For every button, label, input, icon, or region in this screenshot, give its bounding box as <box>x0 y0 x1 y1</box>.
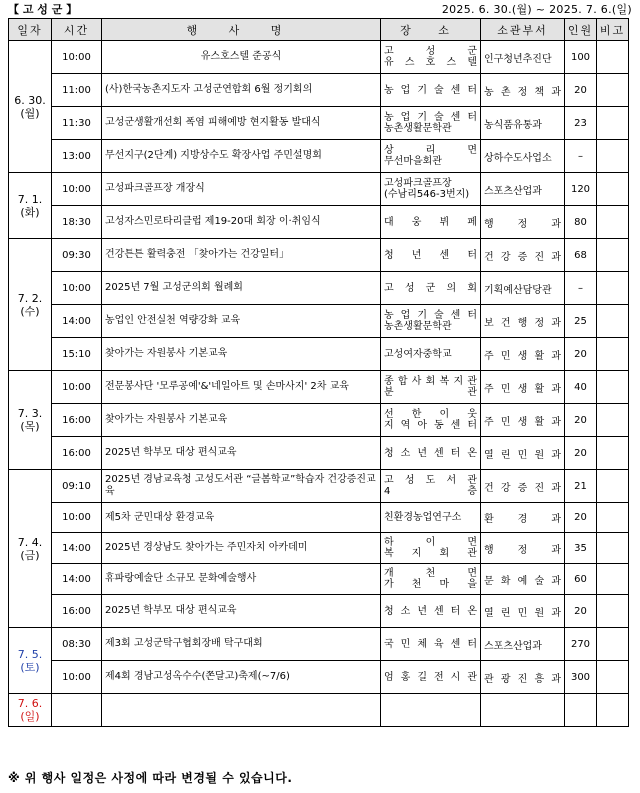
empty-cell <box>597 694 629 727</box>
event-name: 제5차 군민대상 환경교육 <box>102 503 381 533</box>
event-dept: 열 린 민 원 과 <box>481 595 565 628</box>
schedule-header <box>8 2 632 18</box>
date-label: 6. 30. <box>14 93 46 107</box>
table-row <box>9 628 629 661</box>
event-note <box>597 564 629 595</box>
event-place-line: 고성여자중학교 <box>384 348 452 360</box>
event-place-line: 유 스 호 스 텔 <box>384 57 477 68</box>
event-place-line: 무선마을회관 <box>384 156 442 167</box>
table-header-row <box>9 19 629 41</box>
event-place-line: 청 소 년 센 터 온 <box>384 605 477 617</box>
event-time: 10:00 <box>52 371 102 404</box>
col-time-header: 시간 <box>52 19 102 41</box>
event-note <box>597 470 629 503</box>
date-label: 7. 6. <box>17 697 43 710</box>
event-note <box>597 371 629 404</box>
event-time: 18:30 <box>52 206 102 239</box>
weekday-label: (화) <box>20 205 40 219</box>
event-place <box>381 41 481 74</box>
event-time: 14:00 <box>52 305 102 338</box>
event-place-line: 대 웅 뷔 페 <box>384 216 477 228</box>
event-note <box>597 661 629 694</box>
date-cell <box>9 41 52 173</box>
schedule-body <box>9 41 629 727</box>
event-place-line: 청 소 년 센 터 온 <box>384 447 477 459</box>
event-time: 11:30 <box>52 107 102 140</box>
event-place-line: 농촌생활문학관 <box>384 123 452 134</box>
date-cell <box>9 239 52 371</box>
event-name: 전문봉사단 '모루공예'&'네일아트 및 손마사지' 2차 교육 <box>102 371 381 404</box>
event-place <box>381 404 481 437</box>
event-name: 유스호스텔 준공식 <box>102 41 381 74</box>
event-note <box>597 41 629 74</box>
event-dept: 상하수도사업소 <box>481 140 565 173</box>
event-place <box>381 533 481 564</box>
table-row <box>9 107 629 140</box>
event-name: 제3회 고성군탁구협회장배 탁구대회 <box>102 628 381 661</box>
date-label: 7. 4. <box>17 535 43 549</box>
event-count: 80 <box>565 206 597 239</box>
table-row <box>9 140 629 173</box>
table-row <box>9 305 629 338</box>
event-place-line: 고 성 도 서 관 <box>384 475 477 486</box>
empty-cell <box>52 694 102 727</box>
date-cell <box>9 628 52 694</box>
date-label: 7. 5. <box>17 647 43 661</box>
event-count: 120 <box>565 173 597 206</box>
event-place <box>381 338 481 371</box>
event-place <box>381 661 481 694</box>
event-time: 09:30 <box>52 239 102 272</box>
table-row <box>9 173 629 206</box>
event-place-line: 농 업 기 술 센 터 <box>384 84 477 96</box>
event-dept: 주 민 생 활 과 <box>481 371 565 404</box>
event-count: 25 <box>565 305 597 338</box>
event-place <box>381 272 481 305</box>
event-note <box>597 533 629 564</box>
event-count: 100 <box>565 41 597 74</box>
event-dept: 관 광 진 흥 과 <box>481 661 565 694</box>
event-time: 16:00 <box>52 595 102 628</box>
event-place-line: 농 업 기 술 센 터 <box>384 112 477 123</box>
event-note <box>597 628 629 661</box>
event-place <box>381 470 481 503</box>
event-count: 40 <box>565 371 597 404</box>
event-note <box>597 437 629 470</box>
table-row <box>9 694 629 727</box>
event-count: 20 <box>565 595 597 628</box>
event-schedule-table <box>8 18 629 727</box>
date-cell <box>9 173 52 239</box>
event-time: 10:00 <box>52 503 102 533</box>
event-time: 10:00 <box>52 661 102 694</box>
event-time: 15:10 <box>52 338 102 371</box>
event-dept: 문 화 예 술 과 <box>481 564 565 595</box>
event-place <box>381 437 481 470</box>
event-dept: 건 강 증 진 과 <box>481 239 565 272</box>
event-dept: 보 건 행 정 과 <box>481 305 565 338</box>
col-place-header: 장 소 <box>381 19 481 41</box>
col-event-header: 행 사 명 <box>102 19 381 41</box>
weekday-label: (월) <box>20 106 40 120</box>
event-count: – <box>565 272 597 305</box>
date-label: 7. 3. <box>17 407 43 420</box>
event-dept: 행 정 과 <box>481 206 565 239</box>
event-count: 60 <box>565 564 597 595</box>
table-row <box>9 239 629 272</box>
empty-cell <box>565 694 597 727</box>
event-count: 35 <box>565 533 597 564</box>
event-count: 68 <box>565 239 597 272</box>
event-name: 휴파랑예술단 소규모 문화예술행사 <box>102 564 381 595</box>
event-count: – <box>565 140 597 173</box>
event-place-line: 농 업 기 술 센 터 <box>384 310 477 321</box>
table-row <box>9 661 629 694</box>
event-time: 16:00 <box>52 404 102 437</box>
weekday-label: (일) <box>20 710 40 723</box>
event-place-line: 엄 홍 길 전 시 관 <box>384 671 477 683</box>
event-dept: 스포츠산업과 <box>481 628 565 661</box>
date-cell <box>9 470 52 628</box>
event-note <box>597 404 629 437</box>
event-place-line: 4 층 <box>384 486 477 497</box>
event-time: 13:00 <box>52 140 102 173</box>
event-place-line: 청 년 센 터 <box>384 249 477 261</box>
table-row <box>9 595 629 628</box>
event-time: 14:00 <box>52 564 102 595</box>
event-place-line: 선 한 이 웃 <box>384 409 477 420</box>
col-note-header: 비고 <box>597 19 629 41</box>
event-count: 270 <box>565 628 597 661</box>
empty-cell <box>481 694 565 727</box>
event-place-line: 지 역 아 동 센 터 <box>384 420 477 431</box>
event-note <box>597 503 629 533</box>
col-count-header: 인원 <box>565 19 597 41</box>
event-place-line: 친환경농업연구소 <box>384 512 462 523</box>
event-note <box>597 272 629 305</box>
event-time: 10:00 <box>52 173 102 206</box>
table-row <box>9 470 629 503</box>
event-name: 고성파크골프장 개장식 <box>102 173 381 206</box>
event-place-line: 개 천 면 <box>384 568 477 579</box>
event-dept: 농 촌 정 책 과 <box>481 74 565 107</box>
event-name: 농업인 안전실천 역량강화 교육 <box>102 305 381 338</box>
date-label: 7. 1. <box>17 192 43 206</box>
event-name: 2025년 7월 고성군의회 월례회 <box>102 272 381 305</box>
event-dept: 농식품유통과 <box>481 107 565 140</box>
event-dept: 기획예산담당관 <box>481 272 565 305</box>
event-name: 2025년 학부모 대상 편식교육 <box>102 437 381 470</box>
event-name: 2025년 학부모 대상 편식교육 <box>102 595 381 628</box>
event-note <box>597 173 629 206</box>
weekday-label: (토) <box>20 660 40 674</box>
event-name: 찾아가는 자원봉사 기본교육 <box>102 404 381 437</box>
empty-cell <box>381 694 481 727</box>
event-place <box>381 239 481 272</box>
date-label: 7. 2. <box>17 291 43 305</box>
table-row <box>9 533 629 564</box>
event-name: 2025년 경상남도 찾아가는 주민자치 아카데미 <box>102 533 381 564</box>
date-cell <box>9 371 52 470</box>
event-count: 20 <box>565 503 597 533</box>
event-place <box>381 140 481 173</box>
event-place-line: 국 민 체 육 센 터 <box>384 638 477 650</box>
table-row <box>9 338 629 371</box>
event-name: 무선지구(2단계) 지방상수도 확장사업 주민설명회 <box>102 140 381 173</box>
event-name: (사)한국농촌지도자 고성군연합회 6월 정기회의 <box>102 74 381 107</box>
event-place <box>381 503 481 533</box>
event-count: 21 <box>565 470 597 503</box>
weekday-label: (수) <box>20 304 40 318</box>
event-place-line: 고 성 군 <box>384 46 477 57</box>
event-place <box>381 371 481 404</box>
event-note <box>597 107 629 140</box>
event-dept: 행 정 과 <box>481 533 565 564</box>
event-name: 고성자스민로타리클럽 제19-20대 회장 이·취임식 <box>102 206 381 239</box>
event-count: 20 <box>565 437 597 470</box>
table-row <box>9 272 629 305</box>
event-name: 제4회 경남고성옥수수(쫀달고)축제(~7/6) <box>102 661 381 694</box>
event-place-line: 고 성 군 의 회 <box>384 282 477 294</box>
table-row <box>9 206 629 239</box>
weekday-label: (목) <box>20 420 40 433</box>
event-time: 09:10 <box>52 470 102 503</box>
event-time: 10:00 <box>52 41 102 74</box>
event-count: 20 <box>565 404 597 437</box>
event-count: 20 <box>565 74 597 107</box>
event-place <box>381 74 481 107</box>
event-dept: 인구청년추진단 <box>481 41 565 74</box>
event-note <box>597 74 629 107</box>
event-dept: 주 민 생 활 과 <box>481 404 565 437</box>
event-place <box>381 564 481 595</box>
event-note <box>597 338 629 371</box>
event-time: 11:00 <box>52 74 102 107</box>
event-place-line: 종 합 사 회 복 지 관 <box>384 376 477 387</box>
event-place <box>381 107 481 140</box>
event-place-line: 복 지 회 관 <box>384 548 477 559</box>
event-place <box>381 628 481 661</box>
event-note <box>597 140 629 173</box>
event-place <box>381 206 481 239</box>
table-row <box>9 564 629 595</box>
event-time: 14:00 <box>52 533 102 564</box>
table-row <box>9 437 629 470</box>
event-dept: 환 경 과 <box>481 503 565 533</box>
event-name: 찾아가는 자원봉사 기본교육 <box>102 338 381 371</box>
table-row <box>9 503 629 533</box>
event-time: 08:30 <box>52 628 102 661</box>
event-place <box>381 595 481 628</box>
event-time: 16:00 <box>52 437 102 470</box>
event-place-line: 농촌생활문학관 <box>384 321 452 332</box>
event-place-line: (수남리546-3번지) <box>384 189 470 200</box>
event-place <box>381 305 481 338</box>
event-place-line: 상 리 면 <box>384 145 477 156</box>
event-place <box>381 173 481 206</box>
footer-note: ※ 위 행사 일정은 사정에 따라 변경될 수 있습니다. <box>8 771 293 785</box>
event-count: 23 <box>565 107 597 140</box>
event-dept: 주 민 생 활 과 <box>481 338 565 371</box>
event-place-line: 하 이 면 <box>384 537 477 548</box>
event-note <box>597 206 629 239</box>
org-title: 【 고 성 군 】 <box>8 3 78 16</box>
event-time: 10:00 <box>52 272 102 305</box>
event-note <box>597 595 629 628</box>
event-count: 20 <box>565 338 597 371</box>
date-cell <box>9 694 52 727</box>
event-dept: 건 강 증 진 과 <box>481 470 565 503</box>
event-note <box>597 239 629 272</box>
empty-cell <box>102 694 381 727</box>
event-name: 고성군생활개선회 폭염 피해예방 현지활동 발대식 <box>102 107 381 140</box>
event-name: 건강튼튼 활력충전 「찾아가는 건강일터」 <box>102 239 381 272</box>
event-count: 300 <box>565 661 597 694</box>
event-name: 2025년 경남교육청 고성도서관 “글봄학교”학습자 건강증진교육 <box>102 470 381 503</box>
event-place-line: 가 천 마 을 <box>384 579 477 590</box>
schedule-period: 2025. 6. 30.(월) ~ 2025. 7. 6.(일) <box>441 3 632 16</box>
weekday-label: (금) <box>20 548 40 562</box>
event-dept: 열 린 민 원 과 <box>481 437 565 470</box>
col-dept-header: 소관부서 <box>481 19 565 41</box>
table-row <box>9 371 629 404</box>
event-note <box>597 305 629 338</box>
event-place-line: 고성파크골프장 <box>384 178 452 189</box>
table-row <box>9 74 629 107</box>
event-dept: 스포츠산업과 <box>481 173 565 206</box>
event-place-line: 분 관 <box>384 387 477 398</box>
table-row <box>9 404 629 437</box>
col-date-header: 일자 <box>9 19 52 41</box>
table-row <box>9 41 629 74</box>
